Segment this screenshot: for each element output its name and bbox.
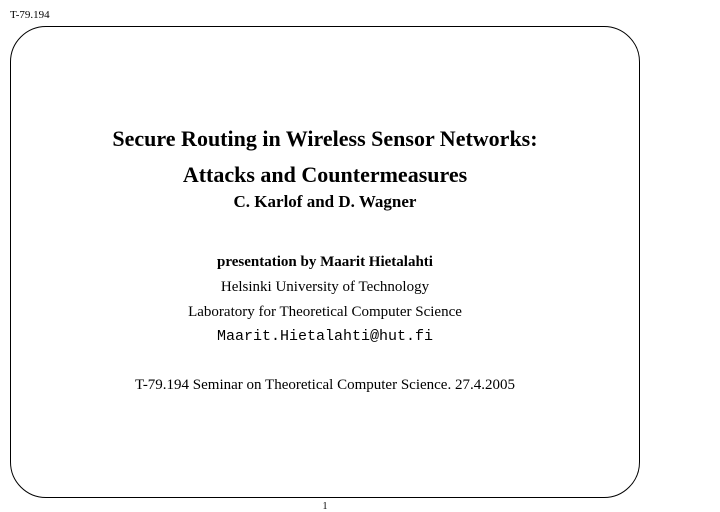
- course-code-label: T-79.194: [10, 9, 50, 21]
- presenter-line: presentation by Maarit Hietalahti: [217, 254, 433, 270]
- email-address: Maarit.Hietalahti@hut.fi: [216, 328, 434, 345]
- seminar-info: T-79.194 Seminar on Theoretical Computer Science. 27.4.2005: [135, 377, 515, 393]
- paper-authors: C. Karlof and D. Wagner: [233, 192, 417, 211]
- page-number: 1: [322, 501, 328, 512]
- university-name: Helsinki University of Technology: [220, 279, 430, 295]
- slide-title-line-1: Secure Routing in Wireless Sensor Networks:: [112, 126, 538, 151]
- slide-title-line-2: Attacks and Countermeasures: [182, 162, 468, 187]
- laboratory-name: Laboratory for Theoretical Computer Science: [188, 304, 462, 320]
